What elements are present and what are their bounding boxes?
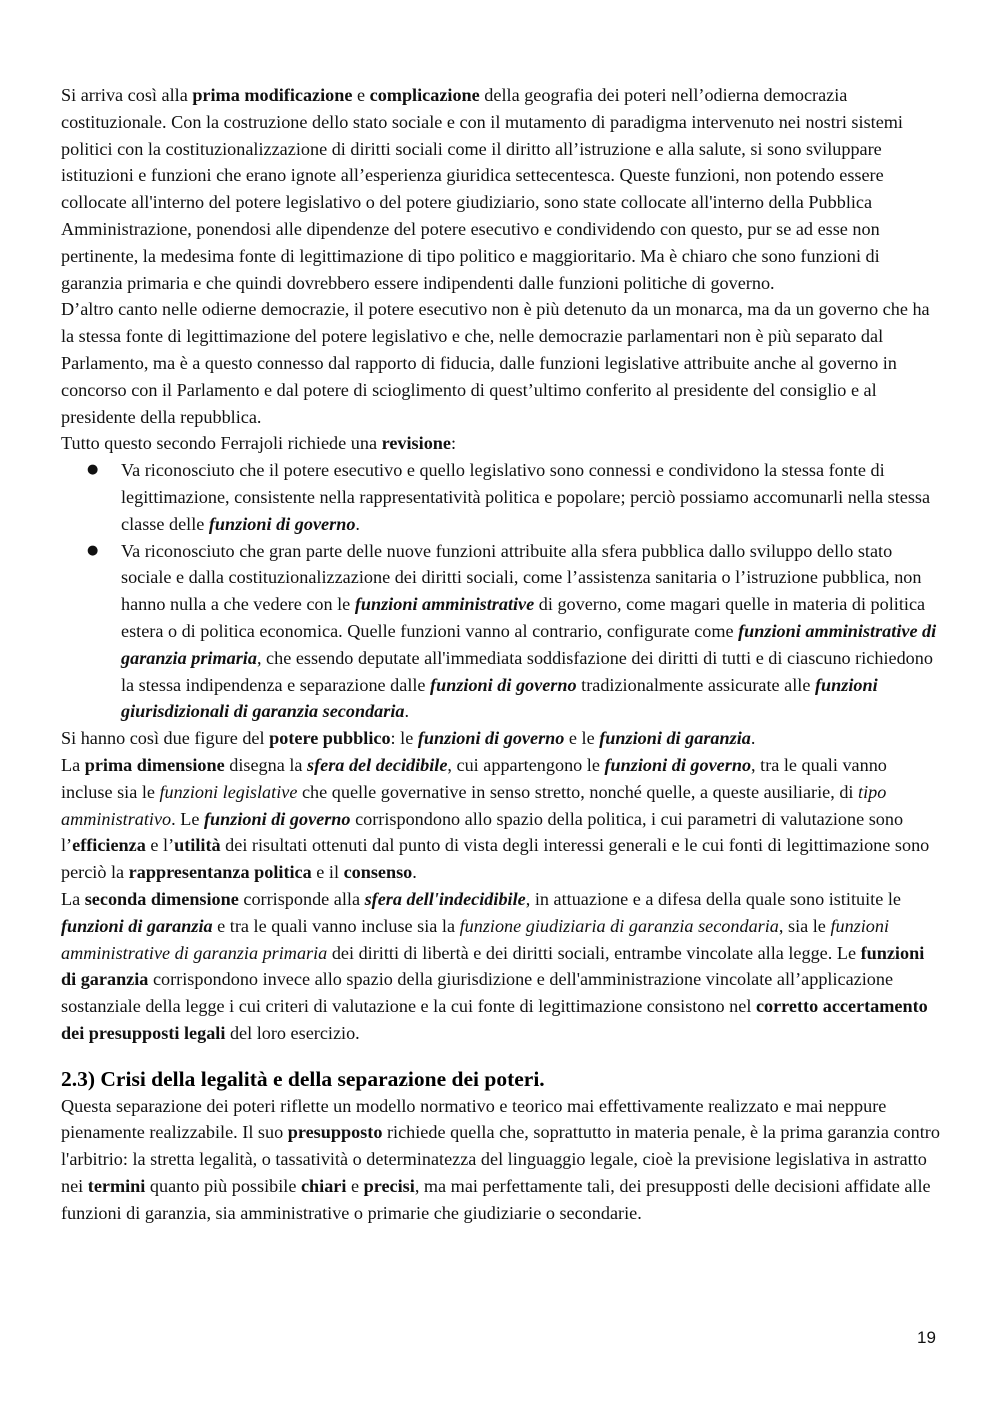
italic-text: funzioni amministrative di garanzia primaria (61, 915, 890, 963)
text-run: di governo, come magari quelle in materia di politica estera o di politica economica. Quelle funzioni vanno al contrario, configurate come (121, 594, 926, 641)
paragraph-7 (61, 1093, 941, 1227)
text-run: , cui appartengono le (447, 754, 605, 775)
text-run: , che essendo deputate all'immediata soddisfazione dei diritti di tutti e di ciascuno richiedono la stessa indipendenza e separazione dalle (121, 647, 933, 695)
text-run: . (355, 513, 360, 534)
text-run: : (450, 433, 457, 454)
bold-text: potere pubblico (269, 728, 391, 749)
bold-italic-text: funzioni di garanzia (61, 915, 213, 936)
bold-italic-text: sfera del decidibile (307, 754, 448, 775)
text-run: . (750, 728, 756, 749)
text-run: e il (311, 862, 344, 883)
text-run: Si arriva così alla (61, 85, 193, 105)
bold-italic-text: funzioni amministrative (354, 594, 535, 615)
text-run: richiede quella che, soprattutto in materia penale, è la prima garanzia contro l'arbitrio: la stretta legalità, o tassatività o determinatezza del linguaggio legale, cioè la previsione legislativa in astratto nei (61, 1122, 940, 1197)
bold-text: prima dimensione (84, 754, 225, 775)
text-run: che quelle governative in senso stretto, nonché quelle, a queste ausiliarie, di (297, 781, 859, 802)
bold-text: funzioni di garanzia (61, 942, 925, 990)
text-run: dei risultati ottenuti dal punto di vista degli interessi generali e le cui fonti di legittimazione sono perciò la (61, 835, 930, 883)
text-run: . (404, 701, 410, 722)
text-run: Tutto questo secondo Ferrajoli richiede una (61, 433, 382, 454)
bold-italic-text: funzioni di garanzia (599, 728, 751, 749)
text-run: e le (564, 728, 600, 749)
document-page (61, 82, 941, 1227)
body-top (61, 82, 941, 457)
bold-italic-text: funzioni di governo (417, 728, 565, 749)
text-run: . Le (171, 808, 204, 829)
bold-text: rappresentanza politica (128, 862, 312, 883)
italic-text: funzione giudiziaria di garanzia secondaria (459, 915, 779, 936)
bullet-list (61, 457, 941, 725)
text-run: e tra le quali vanno incluse sia la (212, 915, 460, 936)
page-number: 19 (917, 1328, 936, 1347)
paragraph-3 (61, 430, 941, 457)
text-run: corrispondono invece allo spazio della giurisdizione e dell'amministrazione vincolate all’applicazione sostanziale della legge i cui criteri di valutazione e la cui fonte di legittimazione consistono nel (61, 969, 894, 1017)
paragraph-2 (61, 296, 941, 430)
text-run: Va riconosciuto che gran parte delle nuove funzioni attribuite alla sfera pubblica dallo sviluppo dello stato sociale e dalla costituzionalizzazione dei diritti sociali, come l’assistenza sanitaria o l’istruzione pubblica, non hanno nulla a che vedere con le (121, 540, 922, 615)
text-run: corrispondono allo spazio della politica, i cui parametri di valutazione sono l’ (61, 808, 904, 856)
bold-text: prima modificazione (192, 85, 353, 105)
bold-text: chiari (300, 1176, 347, 1197)
bold-text: precisi (363, 1176, 415, 1197)
text-run: : le (390, 728, 418, 749)
bold-text: termini (87, 1176, 146, 1197)
body-section (61, 1093, 941, 1227)
text-run: e (352, 85, 370, 105)
paragraph-6 (61, 886, 941, 1047)
bullet-item-2 (61, 538, 941, 726)
text-run: , in attuazione e a difesa della quale sono istituite le (525, 888, 901, 909)
paragraph-5 (61, 752, 941, 886)
italic-text: funzioni legislative (159, 781, 298, 802)
bullet-item-1 (61, 457, 941, 537)
text-run: del loro esercizio. (225, 1022, 360, 1043)
text-run: Questa separazione dei poteri riflette un modello normativo e teorico mai effettivamente realizzato e mai neppure pienamente realizzabile. Il suo (61, 1095, 887, 1143)
text-run: La (61, 888, 85, 909)
text-run: Va riconosciuto che il potere esecutivo e quello legislativo sono connessi e condividono la stessa fonte di legittimazione, consistente nella rappresentatività politica e popolare; perciò possiamo accomunarli nella stessa classe delle (121, 460, 931, 534)
italic-text: tipo amministrativo (61, 781, 887, 829)
paragraph-1 (61, 82, 941, 296)
text-run: , tra le quali vanno incluse sia le (61, 754, 887, 802)
text-run: e l’ (145, 835, 175, 856)
bold-text: consenso (343, 862, 413, 883)
text-run: corrisponde alla (238, 888, 365, 909)
bold-italic-text: funzioni di governo (203, 808, 351, 829)
bold-italic-text: sfera dell'indecidibile (364, 888, 526, 909)
bold-italic-text: funzioni di governo (604, 754, 752, 775)
bold-text: corretto accertamento dei presupposti legali (61, 996, 928, 1043)
paragraph-4 (61, 725, 941, 752)
bold-text: complicazione (369, 85, 480, 105)
text-run: disegna la (224, 754, 308, 775)
text-run: dei diritti di libertà e dei diritti sociali, entrambe vincolate alla legge. Le (327, 942, 861, 963)
text-run: della geografia dei poteri nell’odierna democrazia costituzionale. Con la costruzione dello stato sociale e con il mutamento di paradigma intervenuto nei nostri sistemi politici con la costituzionalizzazione di diritti sociali come il diritto all’istruzione e alla salute, si sono sviluppare istituzioni e funzioni che erano ignote all’esperienza giuridica settecentesca. Queste funzioni, non potendo essere collocate all'interno del potere legislativo o del potere giudiziario, sono state collocate all'interno della Pubblica Amministrazione, ponendosi alle dipendenze del potere esecutivo e condividendo con questo, pur se ad esse non pertinente, la medesima fonte di legittimazione di tipo politico e maggioritario. Ma è chiaro che sono funzioni di garanzia primaria e che quindi dovrebbero essere indipendenti dalle funzioni politiche di governo. (61, 85, 903, 293)
body-middle (61, 725, 941, 1047)
bold-italic-text: funzioni amministrative di garanzia primaria (121, 620, 937, 668)
bold-italic-text: funzioni di governo (430, 674, 577, 695)
text-run: . (412, 862, 417, 883)
text-run: Si hanno così due figure del (61, 728, 270, 749)
bold-text: seconda dimensione (84, 888, 239, 909)
bold-text: revisione (381, 433, 451, 454)
text-run: , ma mai perfettamente tali, dei presupposti delle decisioni affidate alle funzioni di garanzia, sia amministrative o primarie che giudiziarie o secondarie. (61, 1176, 931, 1223)
text-run: quanto più possibile (145, 1176, 301, 1197)
bullet-icon: ● (87, 462, 99, 478)
text-run: La (61, 754, 85, 775)
bold-text: utilità (174, 835, 221, 856)
text-run: D’altro canto nelle odierne democrazie, il potere esecutivo non è più detenuto da un monarca, ma da un governo che ha la stessa fonte di legittimazione del potere legislativo e che, nelle democrazie parlamentari non è più separato dal Parlamento, ma è a questo connesso dal rapporto di fiducia, dalle funzioni legislative attribuite anche al governo in concorso con il Parlamento e dal potere di scioglimento di quest’ultimo conferito al presidente del consiglio e al presidente della repubblica. (61, 299, 930, 427)
bold-italic-text: funzioni di governo (208, 513, 356, 534)
text-run: tradizionalmente assicurate alle (576, 674, 815, 695)
text-run: e (346, 1176, 364, 1197)
bold-text: presupposto (287, 1122, 383, 1143)
bullet-icon: ● (87, 542, 99, 558)
text-run: , sia le (778, 915, 831, 936)
section-heading: 2.3) Crisi della legalità e della separazione dei poteri. (61, 1066, 545, 1091)
bold-italic-text: funzioni giurisdizionali di garanzia secondaria (121, 674, 878, 722)
bold-text: efficienza (72, 835, 146, 856)
